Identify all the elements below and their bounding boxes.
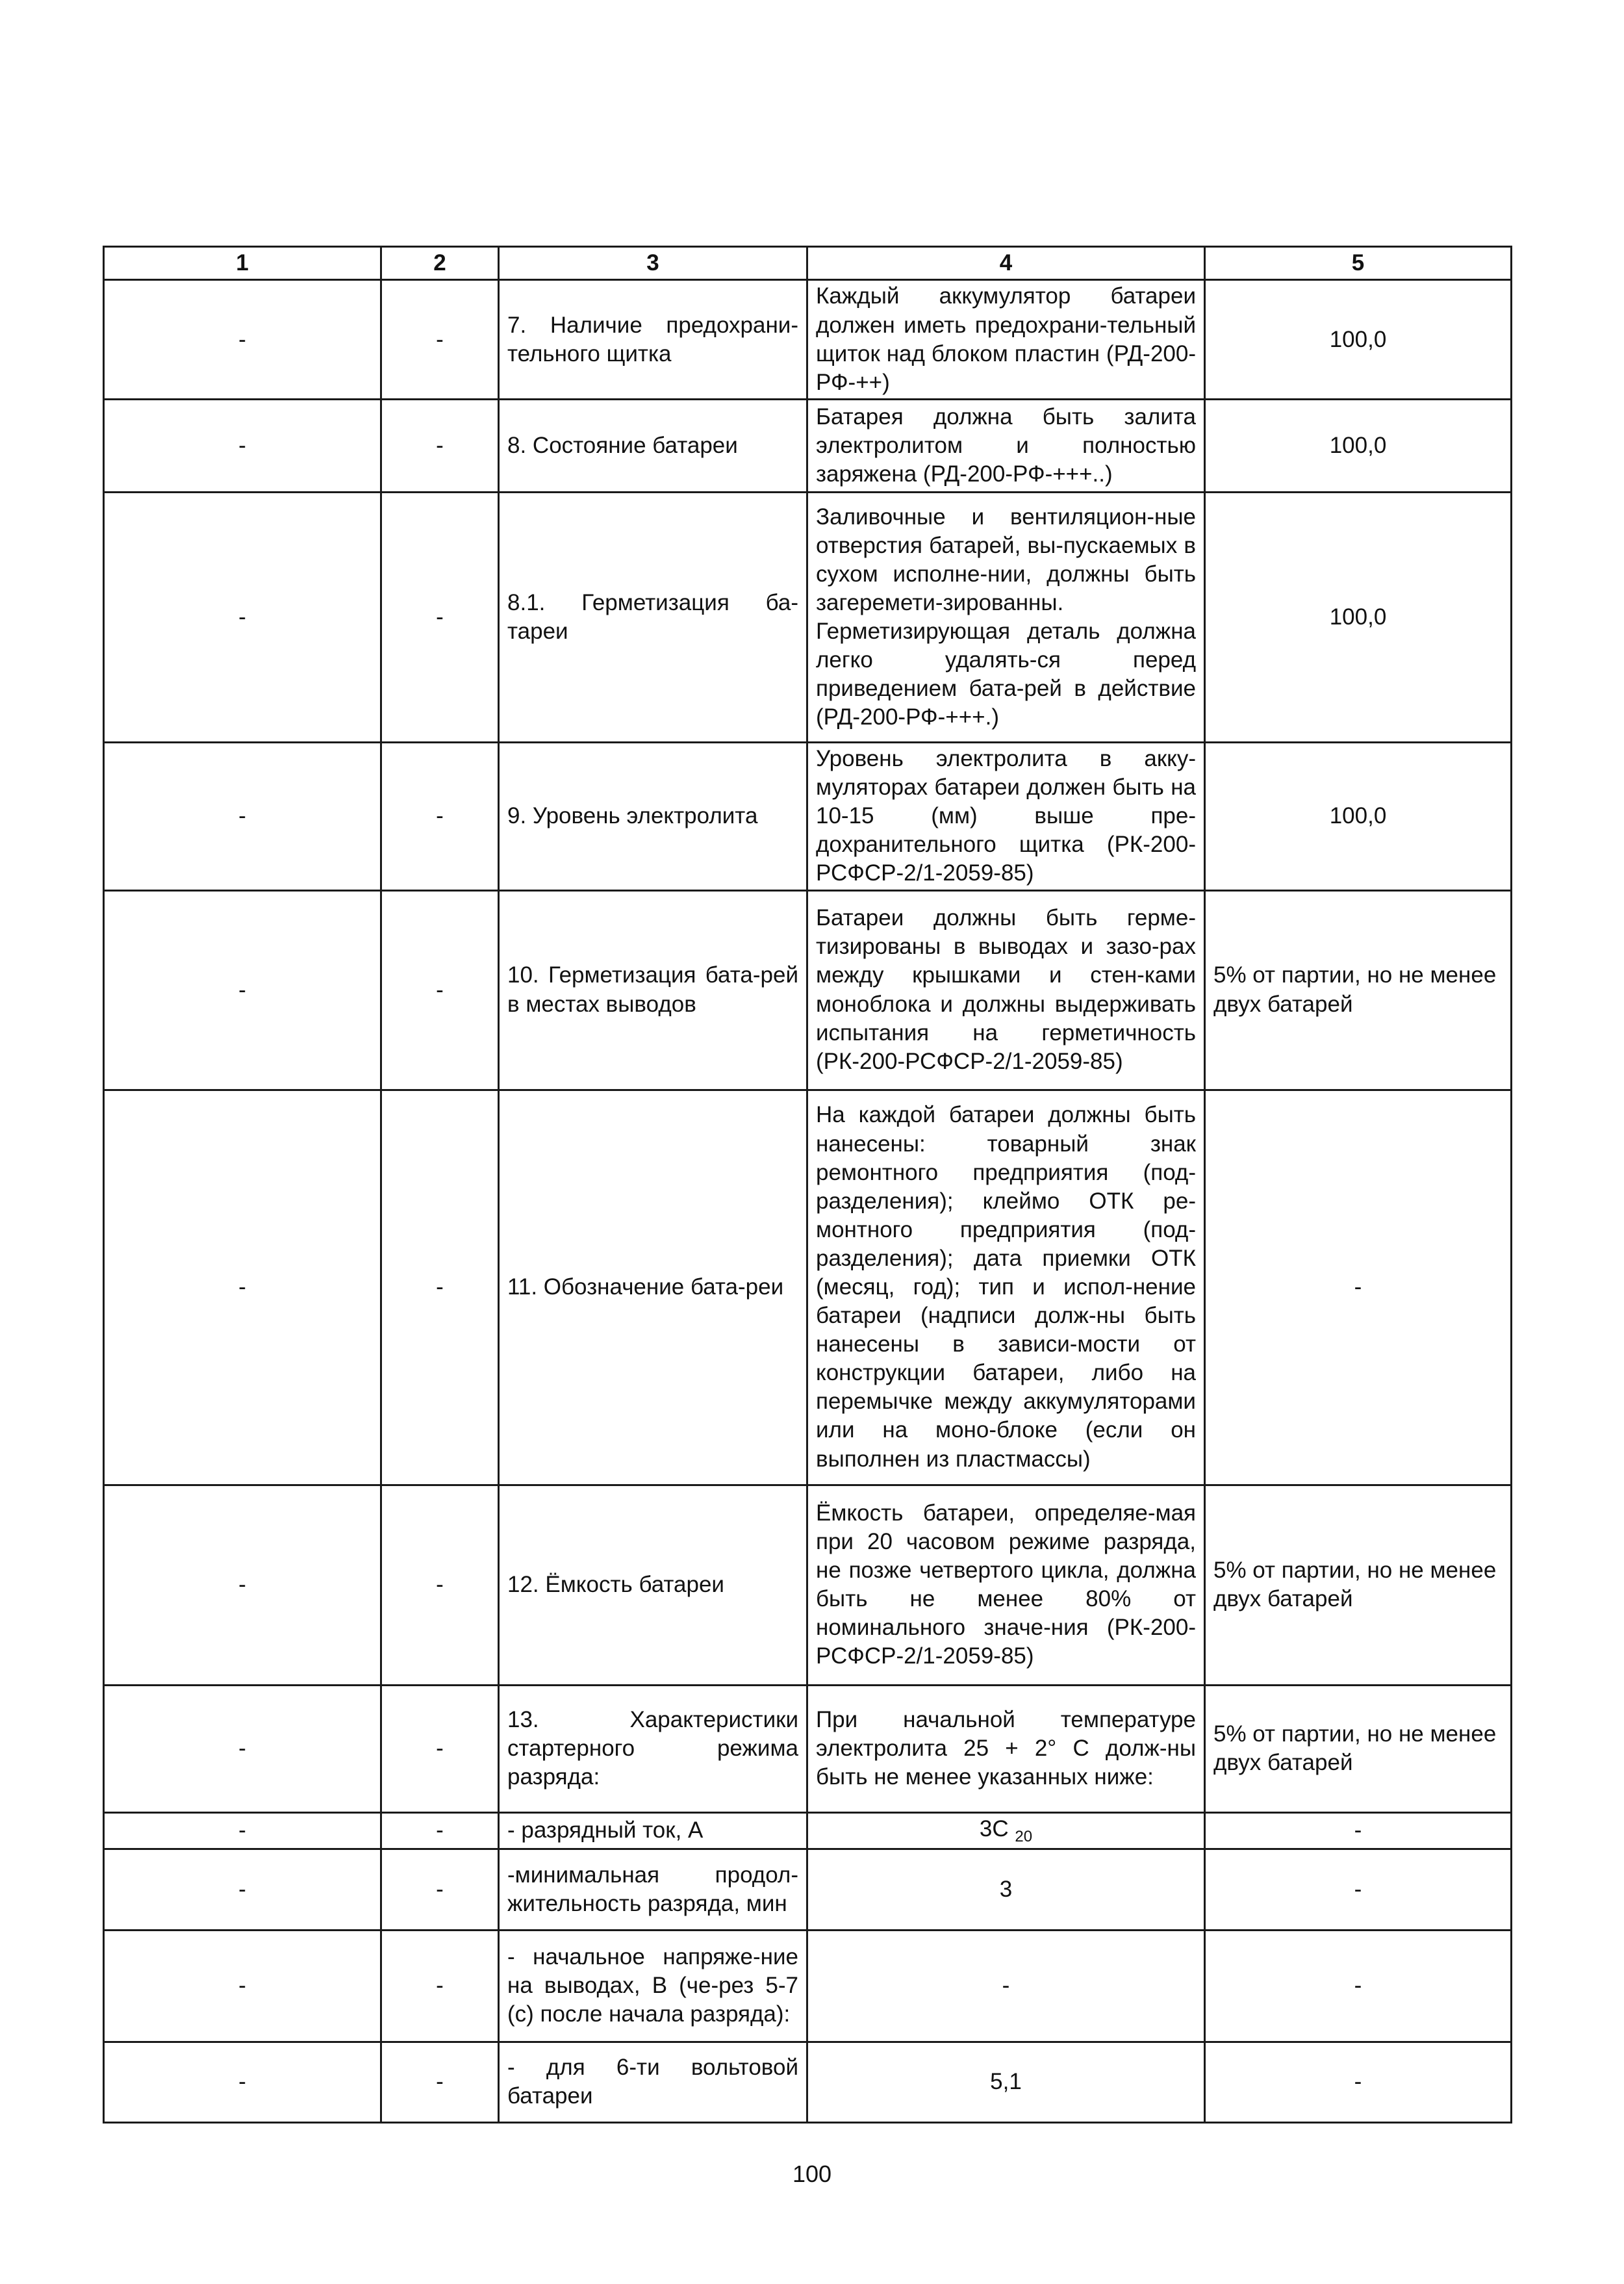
cell-col2: - xyxy=(381,1812,499,1849)
discharge-current-subscript: 20 xyxy=(1015,1827,1033,1845)
cell-sample-size: 5% от партии, но не менее двух батарей xyxy=(1205,1485,1512,1685)
cell-sample-size: 100,0 xyxy=(1205,493,1512,743)
cell-col2: - xyxy=(381,1930,499,2042)
page-number: 100 xyxy=(792,2161,832,2187)
cell-col1: - xyxy=(104,743,381,890)
cell-col2: - xyxy=(381,280,499,400)
cell-col2: - xyxy=(381,493,499,743)
table-row xyxy=(104,493,1512,743)
cell-col1: - xyxy=(104,1930,381,2042)
cell-parameter: 13. Характеристики стартерного режима разряда: xyxy=(499,1685,807,1812)
cell-sample-size: 100,0 xyxy=(1205,280,1512,400)
cell-requirement: При начальной температуре электролита 25 + 2° С долж-ны быть не менее указанных ниже: xyxy=(807,1685,1205,1812)
cell-parameter: 10. Герметизация бата-рей в местах выводов xyxy=(499,890,807,1090)
cell-col1: - xyxy=(104,493,381,743)
cell-col1: - xyxy=(104,890,381,1090)
table-row xyxy=(104,743,1512,890)
cell-parameter: 12. Ёмкость батареи xyxy=(499,1485,807,1685)
specification-table xyxy=(103,246,1512,2124)
cell-col1: - xyxy=(104,280,381,400)
cell-parameter: -минимальная продол-жительность разряда, мин xyxy=(499,1849,807,1930)
cell-col2: - xyxy=(381,1090,499,1485)
cell-requirement: 3 xyxy=(807,1849,1205,1930)
discharge-current-value: 3С xyxy=(979,1816,1009,1841)
cell-parameter: 9. Уровень электролита xyxy=(499,743,807,890)
cell-col2: - xyxy=(381,890,499,1090)
table-row xyxy=(104,1485,1512,1685)
table-row xyxy=(104,280,1512,400)
cell-col2: - xyxy=(381,1849,499,1930)
cell-parameter: - разрядный ток, А xyxy=(499,1812,807,1849)
cell-col2: - xyxy=(381,400,499,493)
cell-requirement: Каждый аккумулятор батареи должен иметь предохрани-тельный щиток над блоком пластин (РД-200-РФ-++) xyxy=(807,280,1205,400)
cell-col1: - xyxy=(104,1849,381,1930)
cell-col2: - xyxy=(381,743,499,890)
column-header-3: 3 xyxy=(499,247,807,280)
column-header-4: 4 xyxy=(807,247,1205,280)
cell-col2: - xyxy=(381,1685,499,1812)
cell-sample-size: 5% от партии, но не менее двух батарей xyxy=(1205,890,1512,1090)
cell-sample-size: - xyxy=(1205,1090,1512,1485)
cell-requirement: Заливочные и вентиляцион-ные отверстия батарей, вы-пускаемых в сухом исполне-нии, должны быть загеремети-зированны. Герметизирующая деталь должна легко удалять-ся перед приведением бата-рей в действие (РД-200-РФ-+++.) xyxy=(807,493,1205,743)
cell-sample-size: - xyxy=(1205,2042,1512,2122)
cell-col1: - xyxy=(104,2042,381,2122)
cell-requirement: - xyxy=(807,1930,1205,2042)
cell-col1: - xyxy=(104,1485,381,1685)
cell-requirement xyxy=(807,1812,1205,1849)
table-row xyxy=(104,1090,1512,1485)
table-row xyxy=(104,1812,1512,1849)
cell-requirement: На каждой батареи должны быть нанесены: товарный знак ремонтного предприятия (под-разделения); клеймо ОТК ре-монтного предприятия (под-разделения); дата приемки ОТК (месяц, год); тип и испол-нение батареи (надписи долж-ны быть нанесены в зависи-мости от конструкции батареи, либо на перемычке между аккумуляторами или на моно-блоке (если он выполнен из пластмассы) xyxy=(807,1090,1205,1485)
cell-parameter: 7. Наличие предохрани-тельного щитка xyxy=(499,280,807,400)
cell-col2: - xyxy=(381,2042,499,2122)
cell-sample-size: - xyxy=(1205,1930,1512,2042)
column-header-5: 5 xyxy=(1205,247,1512,280)
cell-sample-size: 100,0 xyxy=(1205,743,1512,890)
cell-col1: - xyxy=(104,1812,381,1849)
table-row xyxy=(104,2042,1512,2122)
cell-parameter: 8. Состояние батареи xyxy=(499,400,807,493)
table-row xyxy=(104,1930,1512,2042)
cell-parameter: - начальное напряже-ние на выводах, В (че-рез 5-7 (с) после начала разряда): xyxy=(499,1930,807,2042)
cell-col1: - xyxy=(104,1685,381,1812)
cell-col1: - xyxy=(104,400,381,493)
cell-parameter: 8.1. Герметизация ба-тареи xyxy=(499,493,807,743)
cell-requirement: Ёмкость батареи, определяе-мая при 20 часовом режиме разряда, не позже четвертого цикла, должна быть не менее 80% от номинального значе-ния (РК-200-РСФСР-2/1-2059-85) xyxy=(807,1485,1205,1685)
column-header-2: 2 xyxy=(381,247,499,280)
table-row xyxy=(104,1849,1512,1930)
cell-requirement: Батареи должны быть герме-тизированы в выводах и зазо-рах между крышками и стен-ками моноблока и должны выдерживать испытания на герметичность (РК-200-РСФСР-2/1-2059-85) xyxy=(807,890,1205,1090)
cell-parameter: 11. Обозначение бата-реи xyxy=(499,1090,807,1485)
cell-col1: - xyxy=(104,1090,381,1485)
cell-sample-size: 100,0 xyxy=(1205,400,1512,493)
table-row xyxy=(104,400,1512,493)
column-header-1: 1 xyxy=(104,247,381,280)
cell-sample-size: - xyxy=(1205,1812,1512,1849)
cell-sample-size: - xyxy=(1205,1849,1512,1930)
table-row xyxy=(104,890,1512,1090)
table-header-row xyxy=(104,247,1512,280)
table-row xyxy=(104,1685,1512,1812)
cell-sample-size: 5% от партии, но не менее двух батарей xyxy=(1205,1685,1512,1812)
cell-requirement: Уровень электролита в акку-муляторах батареи должен быть на 10-15 (мм) выше пре-дохранительного щитка (РК-200-РСФСР-2/1-2059-85) xyxy=(807,743,1205,890)
cell-requirement: 5,1 xyxy=(807,2042,1205,2122)
cell-requirement: Батарея должна быть залита электролитом и полностью заряжена (РД-200-РФ-+++..) xyxy=(807,400,1205,493)
cell-parameter: - для 6-ти вольтовой батареи xyxy=(499,2042,807,2122)
cell-col2: - xyxy=(381,1485,499,1685)
